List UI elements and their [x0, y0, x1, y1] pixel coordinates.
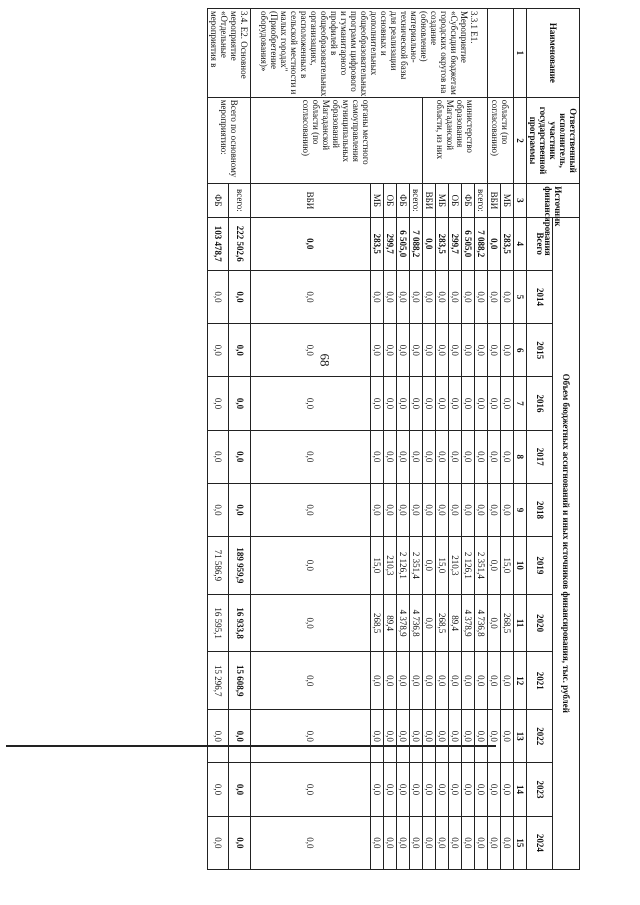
value-cell: 0,0 [501, 430, 514, 483]
value-cell: 0,0 [397, 324, 410, 377]
value-cell: 0,0 [371, 430, 384, 483]
value-cell: 0,0 [488, 430, 501, 483]
value-cell: 2 351,4 [410, 537, 423, 595]
value-cell: 16 595,1 [208, 594, 230, 652]
value-cell: 89,4 [449, 594, 462, 652]
value-cell: 0,0 [475, 430, 488, 483]
source-cell: ФБ [208, 184, 230, 217]
value-cell: 0,0 [384, 270, 397, 323]
header-year: 2017 [527, 430, 554, 483]
value-cell: 0,0 [410, 324, 423, 377]
header-year: 2022 [527, 710, 554, 763]
total-cell: 7 088,2 [410, 217, 423, 270]
value-cell: 0,0 [462, 430, 475, 483]
value-cell: 0,0 [371, 483, 384, 536]
value-cell: 0,0 [371, 710, 384, 763]
value-cell: 0,0 [449, 430, 462, 483]
total-cell: 283,5 [501, 217, 514, 270]
value-cell: 89,4 [384, 594, 397, 652]
value-cell: 15,0 [501, 537, 514, 595]
value-cell: 0,0 [436, 710, 449, 763]
value-cell: 210,3 [449, 537, 462, 595]
value-cell: 0,0 [251, 483, 371, 536]
value-cell: 268,5 [501, 594, 514, 652]
value-cell: 0,0 [397, 270, 410, 323]
source-cell: МБ [501, 184, 514, 217]
value-cell: 0,0 [251, 430, 371, 483]
total-cell: 0,0 [488, 217, 501, 270]
value-cell: 0,0 [462, 652, 475, 710]
header-year: 2015 [527, 324, 554, 377]
total-cell: 7 088,2 [475, 217, 488, 270]
value-cell: 268,5 [371, 594, 384, 652]
value-cell: 0,0 [423, 816, 436, 869]
value-cell: 0,0 [397, 652, 410, 710]
item-3-4-name: 3.4. Е2. Основное мероприятие «Отдельные мероприятия в [208, 9, 251, 98]
value-cell: 4 378,9 [397, 594, 410, 652]
value-cell: 15,0 [371, 537, 384, 595]
column-numbers-row [514, 9, 527, 870]
value-cell: 4 736,8 [475, 594, 488, 652]
header-source: Источник финансирования [527, 184, 580, 217]
value-cell: 0,0 [475, 270, 488, 323]
total-cell: 299,7 [384, 217, 397, 270]
value-cell: 0,0 [462, 324, 475, 377]
executor-cell: области (по согласованию) [488, 97, 514, 184]
table-row [229, 9, 251, 870]
value-cell: 15 608,9 [229, 652, 251, 710]
value-cell: 0,0 [488, 483, 501, 536]
value-cell: 0,0 [488, 594, 501, 652]
rotated-table-sheet [146, 8, 580, 870]
total-cell: 6 505,0 [462, 217, 475, 270]
value-cell: 0,0 [501, 763, 514, 816]
value-cell: 0,0 [208, 816, 230, 869]
value-cell: 0,0 [229, 710, 251, 763]
value-cell: 0,0 [488, 324, 501, 377]
source-cell: МБ [371, 184, 384, 217]
value-cell: 0,0 [423, 377, 436, 430]
value-cell: 0,0 [436, 652, 449, 710]
col-number: 5 [514, 270, 527, 323]
value-cell: 0,0 [251, 324, 371, 377]
total-cell: 0,0 [251, 217, 371, 270]
value-cell: 0,0 [436, 430, 449, 483]
value-cell: 0,0 [251, 763, 371, 816]
value-cell: 0,0 [208, 430, 230, 483]
value-cell: 0,0 [501, 816, 514, 869]
value-cell: 0,0 [251, 270, 371, 323]
value-cell: 0,0 [475, 710, 488, 763]
header-year: 2014 [527, 270, 554, 323]
value-cell: 71 586,9 [208, 537, 230, 595]
value-cell: 0,0 [449, 377, 462, 430]
value-cell: 0,0 [229, 377, 251, 430]
value-cell: 0,0 [410, 816, 423, 869]
header-year: 2018 [527, 483, 554, 536]
value-cell: 0,0 [384, 377, 397, 430]
col-number: 7 [514, 377, 527, 430]
header-year: 2016 [527, 377, 554, 430]
value-cell: 0,0 [462, 816, 475, 869]
value-cell: 0,0 [488, 537, 501, 595]
value-cell: 2 126,1 [397, 537, 410, 595]
total-cell: 299,7 [449, 217, 462, 270]
col-number: 10 [514, 537, 527, 595]
value-cell: 0,0 [449, 710, 462, 763]
source-cell: всего: [410, 184, 423, 217]
value-cell: 0,0 [475, 324, 488, 377]
col-number: 13 [514, 710, 527, 763]
value-cell: 0,0 [475, 816, 488, 869]
value-cell: 0,0 [384, 324, 397, 377]
value-cell: 0,0 [423, 537, 436, 595]
value-cell: 0,0 [488, 710, 501, 763]
value-cell: 0,0 [397, 430, 410, 483]
value-cell: 0,0 [449, 270, 462, 323]
value-cell: 0,0 [229, 483, 251, 536]
value-cell: 0,0 [436, 324, 449, 377]
col-number: 15 [514, 816, 527, 869]
total-cell: 222 502,6 [229, 217, 251, 270]
value-cell: 0,0 [423, 483, 436, 536]
value-cell: 0,0 [449, 483, 462, 536]
value-cell: 0,0 [208, 710, 230, 763]
value-cell: 0,0 [501, 710, 514, 763]
source-cell: ВБИ [423, 184, 436, 217]
value-cell: 0,0 [423, 652, 436, 710]
value-cell: 0,0 [488, 377, 501, 430]
value-cell: 0,0 [423, 324, 436, 377]
source-cell: МБ [436, 184, 449, 217]
col-number: 8 [514, 430, 527, 483]
value-cell: 0,0 [397, 816, 410, 869]
value-cell: 189 959,9 [229, 537, 251, 595]
value-cell: 0,0 [475, 763, 488, 816]
header-year: 2021 [527, 652, 554, 710]
value-cell: 0,0 [384, 430, 397, 483]
value-cell: 0,0 [423, 430, 436, 483]
source-cell: ФБ [397, 184, 410, 217]
value-cell: 0,0 [410, 270, 423, 323]
value-cell: 0,0 [462, 710, 475, 763]
value-cell: 0,0 [410, 763, 423, 816]
item-3-3-1-name: 3.3.1 Е1. Мероприятие «Субсидии бюджетам городских округов на создание (обновление) материально-технической базы для реализации основных и дополнительных общеобразовательных программ цифрового и гуманитарного профилей в общеобразовательных организациях, расположенных в сельской местности и малых городах" (Приобретение оборудования)» [251, 9, 488, 98]
value-cell: 0,0 [501, 483, 514, 536]
header-year: 2023 [527, 763, 554, 816]
value-cell: 0,0 [251, 652, 371, 710]
value-cell: 0,0 [371, 270, 384, 323]
name-cell-empty [488, 9, 514, 98]
value-cell: 0,0 [229, 763, 251, 816]
value-cell: 0,0 [229, 270, 251, 323]
value-cell: 16 933,8 [229, 594, 251, 652]
financing-table [207, 8, 580, 870]
value-cell: 0,0 [462, 763, 475, 816]
value-cell: 0,0 [251, 537, 371, 595]
total-cell: 6 505,0 [397, 217, 410, 270]
executor-ministry: министерство образования Магаданской области, из них [423, 97, 488, 184]
value-cell: 0,0 [384, 710, 397, 763]
value-cell: 0,0 [410, 483, 423, 536]
value-cell: 2 126,1 [462, 537, 475, 595]
value-cell: 268,5 [436, 594, 449, 652]
source-cell: ФБ [462, 184, 475, 217]
source-cell: ОБ [449, 184, 462, 217]
value-cell: 0,0 [423, 594, 436, 652]
header-year: 2019 [527, 537, 554, 595]
value-cell: 0,0 [449, 763, 462, 816]
table-row [410, 9, 423, 870]
value-cell: 0,0 [462, 270, 475, 323]
value-cell: 0,0 [208, 270, 230, 323]
value-cell: 0,0 [208, 377, 230, 430]
value-cell: 0,0 [410, 710, 423, 763]
value-cell: 0,0 [397, 377, 410, 430]
col-number: 2 [514, 97, 527, 184]
value-cell: 0,0 [371, 377, 384, 430]
value-cell: 0,0 [475, 377, 488, 430]
value-cell: 0,0 [436, 377, 449, 430]
col-number: 12 [514, 652, 527, 710]
total-cell: 0,0 [423, 217, 436, 270]
table-row [475, 9, 488, 870]
value-cell: 4 378,9 [462, 594, 475, 652]
executor-total: Всего по основному мероприятию: [208, 97, 251, 184]
source-cell: ВБИ [488, 184, 501, 217]
value-cell: 0,0 [384, 763, 397, 816]
value-cell: 0,0 [462, 377, 475, 430]
value-cell: 0,0 [436, 270, 449, 323]
source-cell: ВБИ [251, 184, 371, 217]
header-name: Наименование [527, 9, 580, 98]
value-cell: 15 296,7 [208, 652, 230, 710]
total-cell: 283,5 [371, 217, 384, 270]
value-cell: 0,0 [208, 324, 230, 377]
value-cell: 0,0 [488, 763, 501, 816]
col-number: 3 [514, 184, 527, 217]
value-cell: 0,0 [436, 816, 449, 869]
value-cell: 0,0 [371, 763, 384, 816]
value-cell: 0,0 [229, 324, 251, 377]
table-row [501, 9, 514, 870]
value-cell: 0,0 [371, 652, 384, 710]
value-cell: 0,0 [384, 483, 397, 536]
value-cell: 0,0 [436, 763, 449, 816]
value-cell: 0,0 [229, 430, 251, 483]
value-cell: 0,0 [501, 270, 514, 323]
value-cell: 4 736,8 [410, 594, 423, 652]
value-cell: 15,0 [436, 537, 449, 595]
value-cell: 0,0 [397, 763, 410, 816]
value-cell: 0,0 [423, 270, 436, 323]
value-cell: 0,0 [229, 816, 251, 869]
value-cell: 0,0 [410, 430, 423, 483]
value-cell: 0,0 [397, 710, 410, 763]
source-cell: всего: [475, 184, 488, 217]
value-cell: 2 351,4 [475, 537, 488, 595]
source-cell: ОБ [384, 184, 397, 217]
source-cell: всего: [229, 184, 251, 217]
value-cell: 0,0 [371, 816, 384, 869]
value-cell: 0,0 [208, 483, 230, 536]
value-cell: 0,0 [475, 652, 488, 710]
value-cell: 0,0 [488, 270, 501, 323]
value-cell: 0,0 [251, 710, 371, 763]
col-number: 4 [514, 217, 527, 270]
col-number: 6 [514, 324, 527, 377]
value-cell: 0,0 [475, 483, 488, 536]
value-cell: 0,0 [410, 377, 423, 430]
value-cell: 0,0 [384, 652, 397, 710]
total-cell: 103 478,7 [208, 217, 230, 270]
value-cell: 0,0 [501, 324, 514, 377]
col-number: 14 [514, 763, 527, 816]
value-cell: 0,0 [397, 483, 410, 536]
col-number: 1 [514, 9, 527, 98]
header-executor: Ответственный исполнитель, участник государственной программы [527, 97, 580, 184]
executor-municipal: органы местного самоуправления муниципальных образований Магаданской области (по согласованию) [251, 97, 423, 184]
value-cell: 0,0 [371, 324, 384, 377]
total-cell: 283,5 [436, 217, 449, 270]
col-number: 11 [514, 594, 527, 652]
col-number: 9 [514, 483, 527, 536]
value-cell: 0,0 [410, 652, 423, 710]
value-cell: 0,0 [501, 377, 514, 430]
header-total: Всего [527, 217, 554, 270]
value-cell: 0,0 [462, 483, 475, 536]
value-cell: 0,0 [488, 816, 501, 869]
value-cell: 0,0 [251, 594, 371, 652]
value-cell: 0,0 [423, 710, 436, 763]
value-cell: 0,0 [384, 816, 397, 869]
value-cell: 0,0 [436, 483, 449, 536]
header-volume: Объем бюджетных ассигнований и иных источников финансирования, тыс. рублей [553, 217, 580, 869]
page-number: 68 [317, 353, 333, 367]
value-cell: 0,0 [449, 816, 462, 869]
header-year: 2024 [527, 816, 554, 869]
value-cell: 0,0 [208, 763, 230, 816]
value-cell: 0,0 [423, 763, 436, 816]
value-cell: 0,0 [449, 324, 462, 377]
value-cell: 0,0 [488, 652, 501, 710]
header-year: 2020 [527, 594, 554, 652]
value-cell: 0,0 [501, 652, 514, 710]
value-cell: 0,0 [251, 816, 371, 869]
value-cell: 0,0 [251, 377, 371, 430]
value-cell: 210,3 [384, 537, 397, 595]
value-cell: 0,0 [449, 652, 462, 710]
